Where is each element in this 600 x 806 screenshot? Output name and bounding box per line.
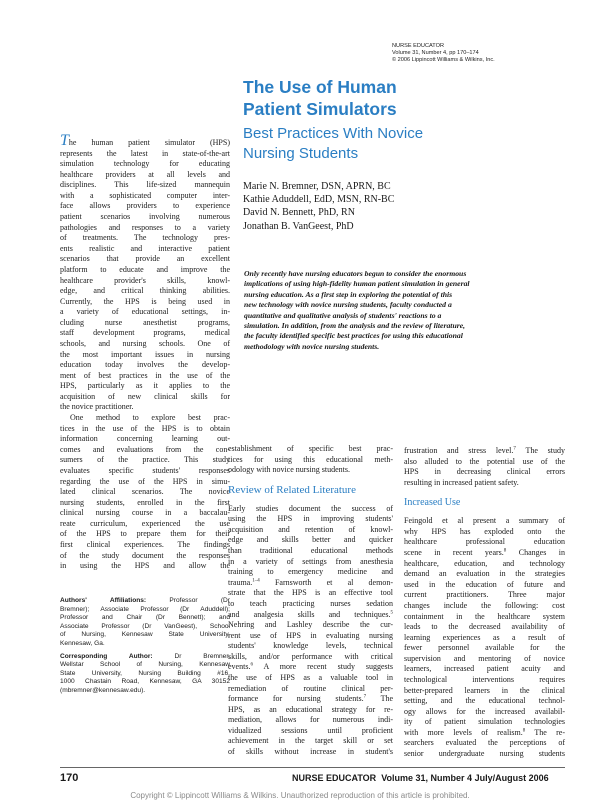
corresponding-label: Corresponding Author: — [60, 652, 153, 660]
body-line: clinical nursing course in a baccalau- — [60, 508, 230, 518]
body-line: the novice practitioner. — [60, 402, 134, 412]
abstract-line: new technology with novice nursing students, faculty conducted a — [244, 300, 452, 310]
body-line: ment of best practices in the use of the — [60, 370, 230, 380]
body-line: mediation, allows for numerous indi- — [228, 715, 393, 725]
body-text: he human patient simulator (HPS) — [68, 138, 230, 147]
body-line: sumers of the practice. This study — [60, 455, 230, 465]
body-line: the most important issues in nursing — [60, 349, 230, 359]
body-line: regarding the use of the HPS in simu- — [60, 476, 230, 486]
drop-cap: T — [60, 132, 69, 149]
body-line — [404, 728, 565, 739]
body-line: edge and skills better and quicker — [228, 535, 393, 545]
journal-volume: Volume 31, Number 4, pp 170–174 — [392, 49, 479, 56]
citation: 6 — [250, 662, 253, 668]
affiliation-label: Authors' Affiliations: — [60, 597, 147, 604]
body-line: fewer personnel available for the — [404, 643, 565, 653]
body-line — [60, 132, 230, 149]
page-number: 170 — [60, 772, 79, 784]
body-line: comes and evaluations from the con- — [60, 444, 230, 454]
body-line: the use of HPS as a valuable tool in — [228, 672, 393, 682]
body-line — [228, 578, 393, 589]
body-line: of the HPS to prepare them for their — [60, 529, 230, 539]
body-line: ents realistic and interactive patient — [60, 243, 230, 253]
article-title — [243, 76, 573, 120]
affiliation-line: of Nursing, Kennesaw State University, — [60, 631, 230, 639]
body-text: The — [380, 694, 393, 704]
subtitle-line: Best Practices With Novice — [243, 125, 424, 142]
body-line: HPS, as an educational strategy for re- — [228, 704, 393, 714]
body-line: reate curriculum, experienced the use — [60, 518, 230, 528]
body-line: information concerning learning out- — [60, 434, 230, 444]
body-line: healthcare provider's skills, knowl- — [60, 275, 230, 285]
affiliation-line: Wellstar School of Nursing, Kennesaw — [60, 661, 230, 669]
body-line: of skills without increase in student's — [228, 747, 393, 757]
body-line: achievement in the target skill or set — [228, 736, 393, 746]
affiliation-line: Associate Professor (Dr VanGeest), School — [60, 622, 230, 630]
journal-name: NURSE EDUCATOR — [392, 43, 445, 49]
citation: 5 — [390, 609, 393, 615]
body-line: training to emergency medicine and — [228, 567, 393, 577]
abstract — [244, 269, 569, 352]
abstract-line: nursing education. As a first step in exploring the potential of this — [244, 289, 453, 299]
citation: 8 — [503, 548, 507, 554]
footer-journal-info — [292, 773, 549, 783]
body-line: searchers evaluated the perceptions of — [404, 738, 565, 748]
abstract-line: implications of using high-fidelity human patient simulation in general — [244, 279, 470, 289]
title-line: The Use of Human — [243, 77, 397, 97]
body-text: formance for nursing students. — [228, 694, 364, 704]
body-line: healthcare professional education — [404, 537, 565, 547]
body-line: with a sophisticated computer inter- — [60, 190, 230, 200]
author: Marie N. Bremner, DSN, APRN, BC — [243, 181, 391, 192]
affiliation-line: Kennesaw, Ga. — [60, 639, 105, 647]
affiliation-line — [60, 653, 230, 662]
body-line: simulation technology for educating — [60, 159, 230, 169]
body-line: skills, and/or performance with critical — [228, 651, 393, 661]
body-line: containment in the healthcare system — [404, 611, 565, 621]
body-line: Early studies document the success of — [228, 503, 393, 513]
affiliation-line — [60, 597, 230, 606]
body-line: Currently, the HPS is being used in — [60, 296, 230, 306]
body-line: changes include the following: cost — [404, 600, 565, 610]
body-line: tices in the use of the HPS is to obtain — [60, 423, 230, 433]
body-line: staff development programs, medical — [60, 328, 230, 338]
citation: 8 — [522, 728, 526, 734]
author: Jonathan B. VanGeest, PhD — [243, 220, 354, 232]
article-subtitle — [243, 124, 573, 163]
journal-copyright: © 2006 Lippincott Williams & Wilkins, Inc. — [392, 56, 495, 63]
body-line: Nehring and Lashley describe the cur- — [228, 620, 393, 630]
body-line: students' knowledge levels, technical — [228, 641, 393, 651]
copyright-notice: Copyright © Lippincott Williams & Wilkins. Unauthorized reproduction of this article is prohibited. — [130, 791, 470, 800]
body-line: HPS in decreasing clinical errors — [404, 467, 565, 477]
body-line: ity of patient simulation technologies — [404, 717, 565, 727]
body-text: and analgesia skills and techniques. — [228, 609, 391, 619]
body-line: pathologies and responses to a variety — [60, 222, 230, 232]
body-line: disciplines. This life-sized mannequin — [60, 180, 230, 190]
body-line — [228, 662, 393, 673]
body-line: odology with novice nursing students. — [228, 465, 350, 475]
body-line: supervision and mentoring of novice — [404, 653, 565, 663]
body-text: A more recent study suggests — [263, 662, 394, 672]
body-line: in using the HPS and allow the — [60, 561, 230, 571]
body-line: edge, and critical thinking abilities. — [60, 286, 230, 296]
body-line: nursing students, enrolled in the first — [60, 497, 230, 507]
journal-info — [392, 43, 495, 63]
author-list — [243, 180, 573, 233]
body-line: HPS, particularly as it applies to the — [60, 381, 230, 391]
body-text: The re- — [534, 727, 565, 737]
body-line: better-prepared learners in the clinical — [404, 685, 565, 695]
body-line: setting, and the educational technol- — [404, 696, 565, 706]
body-line: cluding nurse anesthetist programs, — [60, 317, 230, 327]
body-text: events. — [228, 662, 251, 672]
body-line: establishment of specific best prac- — [228, 444, 393, 453]
section-heading-increased-use: Increased Use — [404, 497, 461, 509]
body-text: Farnsworth et al demon- — [274, 577, 393, 587]
footer-issue: Volume 31, Number 4 July/August 2006 — [381, 773, 549, 783]
body-text: scene in recent years. — [404, 548, 504, 558]
body-line: schools, and nursing schools. One of — [60, 338, 230, 348]
body-line — [228, 610, 393, 621]
body-line: of treatments. The technology pres- — [60, 233, 230, 243]
citation: 7 — [363, 694, 367, 700]
body-text: frustration and stress level. — [404, 446, 514, 455]
body-line: rent use of HPS in evaluating nursing — [228, 630, 393, 640]
abstract-line: quantitative and qualitative analysis of students' reactions to a — [244, 310, 442, 320]
body-line: current practitioners. Three major — [404, 590, 565, 600]
citation: 1–4 — [252, 578, 260, 584]
body-line: represents the latest in state-of-the-art — [60, 148, 230, 158]
author: David N. Bennett, PhD, RN — [243, 207, 355, 219]
body-line — [228, 694, 393, 705]
body-line: platform to educate and improve the — [60, 264, 230, 274]
affiliation-line: Bremner); Associate Professor (Dr Aduddell); — [60, 605, 230, 613]
body-line: lated clinical scenarios. The novice — [60, 487, 230, 497]
body-line: used in the education of future and — [404, 579, 565, 589]
body-line — [404, 548, 565, 559]
abstract-line: Only recently have nursing educators begun to consider the enormous — [244, 269, 467, 278]
footer-journal-name: NURSE EDUCATOR — [292, 773, 377, 783]
body-line: remediation of routine clinical per- — [228, 683, 393, 693]
author: Kathie Aduddell, EdD, MSN, RN-BC — [243, 194, 395, 206]
citation: 7 — [513, 446, 516, 452]
body-line: face allows providers to experience — [60, 201, 230, 211]
body-line: tices for using this educational meth- — [228, 454, 393, 464]
body-line: scenarios that provide an excellent — [60, 254, 230, 264]
affiliation-line: 1000 Chastain Road, Kennesaw, GA 30152 — [60, 678, 230, 686]
abstract-line: the faculty identified specific best practices for using this educational — [244, 331, 463, 341]
body-line: Feingold et al present a summary of — [404, 516, 565, 526]
body-line: resulting in increased patient safety. — [404, 477, 519, 487]
body-line: One method to explore best prac- — [70, 413, 230, 423]
body-line: vidualized sessions until proficient — [228, 725, 393, 735]
body-line: demand an evaluation in the strategies — [404, 569, 565, 579]
body-line: using the HPS in improving students' — [228, 514, 393, 524]
body-line: first clinical experiences. The findings — [60, 539, 230, 549]
body-text: trauma. — [228, 577, 253, 587]
affiliation-text: Professor (Dr — [169, 597, 230, 604]
footer-rule — [60, 767, 565, 768]
abstract-line: simulation. In addition, from the analysis and the review of literature, — [244, 321, 466, 331]
body-text: Changes in — [518, 548, 566, 558]
body-line: ogy allows for the increased availabil- — [404, 706, 565, 716]
body-line: learners, increased patient acuity and — [404, 664, 565, 674]
body-line: senior undergraduate nursing students — [404, 749, 565, 759]
body-column-2 — [228, 444, 393, 758]
title-line: Patient Simulators — [243, 99, 397, 119]
body-column-3 — [404, 446, 565, 760]
body-line: also alluded to the potential use of the — [404, 456, 565, 466]
abstract-line: methodology with novice nursing students. — [244, 341, 380, 351]
affiliation-line: Professor and Chair (Dr Bennett); and — [60, 614, 230, 622]
affiliation-text: Dr Bremner, — [174, 652, 230, 660]
body-line: a variety of educational settings, in- — [60, 307, 230, 317]
body-line: strate that the HPS is an effective tool — [228, 588, 393, 598]
body-line: acquisition of new clinical skills for — [60, 391, 230, 401]
section-heading-literature: Review of Related Literature — [228, 483, 356, 496]
body-line: healthcare, education, and technology — [404, 558, 565, 568]
body-line: healthcare providers at all levels and — [60, 169, 230, 179]
author-affiliations — [60, 597, 230, 696]
body-text: with more levels of realism. — [404, 727, 523, 737]
body-line: than traditional educational methods — [228, 546, 393, 556]
body-line: of the study document the responses — [60, 550, 230, 560]
body-line: technological interventions requires — [404, 674, 565, 684]
subtitle-line: Nursing Students — [243, 144, 359, 162]
body-line: learning experiences as a result of — [404, 632, 565, 642]
corresponding-email: (mbremner@kennesaw.edu). — [60, 686, 146, 694]
body-line: education today involves the develop- — [60, 360, 230, 370]
body-line — [404, 446, 565, 457]
affiliation-line: State University, Nursing Building #16, — [60, 669, 230, 677]
body-column-1 — [60, 132, 230, 572]
body-text: The study — [525, 446, 566, 455]
body-line: why HPS has exploded onto the — [404, 526, 565, 536]
body-line: leads to the decreased availability of — [404, 622, 565, 632]
body-line: acquisition and retention of knowl- — [228, 524, 393, 534]
body-line: to teach practicing nurses sedation — [228, 598, 393, 608]
body-line: evaluates specific students' responses — [60, 465, 230, 475]
body-line: patient scenarios involving numerous — [60, 212, 230, 222]
body-line: in a variety of settings from anesthesia — [228, 556, 393, 566]
